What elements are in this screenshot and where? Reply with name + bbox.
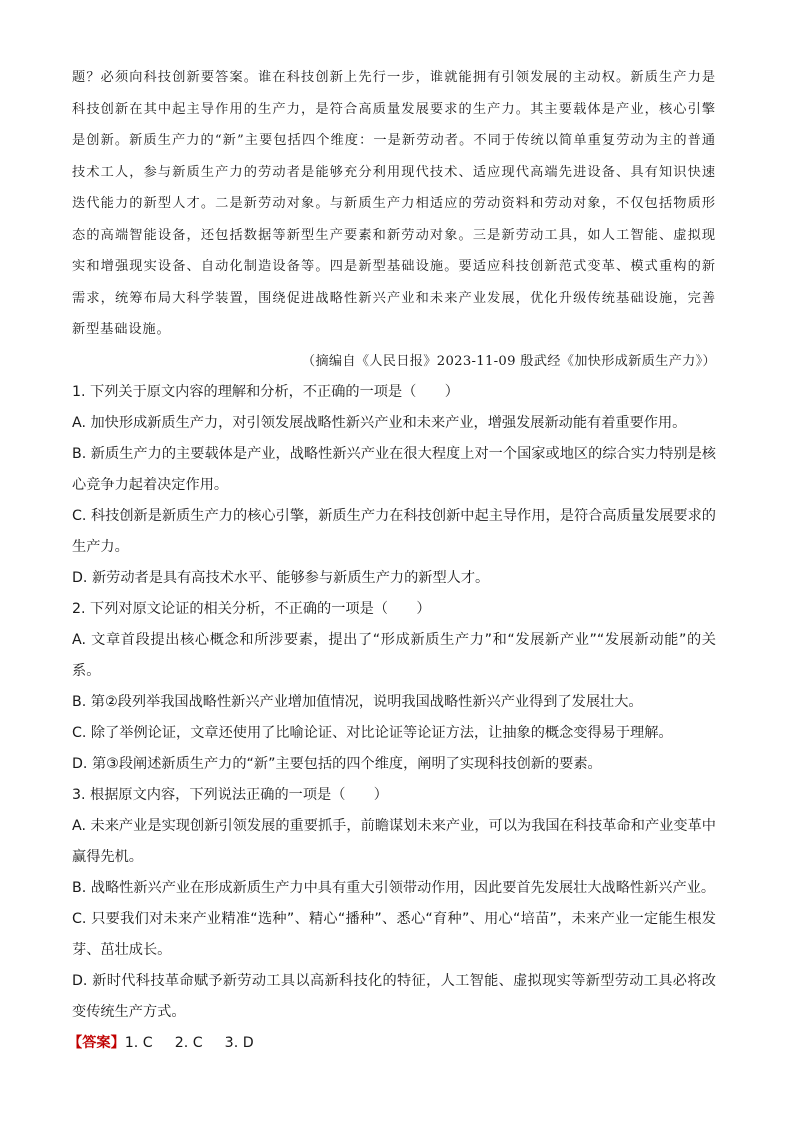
answer-item: 2. C [174, 1035, 203, 1051]
passage-paragraph: 题？必须向科技创新要答案。谁在科技创新上先行一步，谁就能拥有引领发展的主动权。新质生产力是科技创新在其中起主导作用的生产力，是符合高质量发展要求的生产力。其主要载体是产业，核心引擎是创新。新质生产力的“新”主要包括四个维度：一是新劳动者。不同于传统以简单重复劳动为主的普通技术工人，参与新质生产力的劳动者是能够充分利用现代技术、适应现代高端先进设备、具有知识快速迭代能力的新型人才。二是新劳动对象。与新质生产力相适应的劳动资料和劳动对象，不仅包括物质形态的高端智能设备，还包括数据等新型生产要素和新劳动对象。三是新劳动工具，如人工智能、虚拟现实和增强现实设备、自动化制造设备等。四是新型基础设施。要适应科技创新范式变革、模式重构的新需求，统筹布局大科学装置，围绕促进战略性新兴产业和未来产业发展，优化升级传统基础设施，完善新型基础设施。 [72, 70, 716, 337]
question-stem: 1. 下列关于原文内容的理解和分析，不正确的一项是（ ） [72, 384, 459, 400]
answer-line [68, 1028, 716, 1059]
option-a: A. 未来产业是实现创新引领发展的重要抓手，前瞻谋划未来产业，可以为我国在科技革命和产业变革中赢得先机。 [72, 818, 716, 865]
option-a: A. 加快形成新质生产力，对引领发展战略性新兴产业和未来产业，增强发展新动能有着重要作用。 [72, 415, 687, 431]
option-a: A. 文章首段提出核心概念和所涉要素，提出了“形成新质生产力”和“发展新产业”“发展新动能”的关系。 [72, 632, 716, 679]
option-c: C. 科技创新是新质生产力的核心引擎，新质生产力在科技创新中起主导作用，是符合高质量发展要求的生产力。 [72, 508, 716, 555]
option-d: D. 第③段阐述新质生产力的“新”主要包括的四个维度，阐明了实现科技创新的要素。 [72, 756, 602, 772]
option-b: B. 战略性新兴产业在形成新质生产力中具有重大引领带动作用，因此要首先发展壮大战略性新兴产业。 [72, 880, 716, 896]
answer-label: 【答案】 [68, 1035, 125, 1051]
question-3 [72, 780, 716, 1028]
answer-item: 3. D [224, 1035, 254, 1051]
passage-source: （摘编自《人民日报》2023-11-09 殷武经《加快形成新质生产力》） [301, 353, 716, 369]
option-c: C. 只要我们对未来产业精准“选种”、精心“播种”、悉心“育种”、用心“培苗”，未来产业一定能生根发芽、茁壮成长。 [72, 911, 716, 958]
question-stem: 2. 下列对原文论证的相关分析，不正确的一项是（ ） [72, 601, 431, 617]
question-2 [72, 594, 716, 780]
question-1 [72, 377, 716, 594]
answer-item: 1. C [124, 1035, 153, 1051]
document-page [68, 62, 716, 1059]
option-b: B. 第②段列举我国战略性新兴产业增加值情况，说明我国战略性新兴产业得到了发展壮大。 [72, 694, 643, 710]
question-stem: 3. 根据原文内容，下列说法正确的一项是（ ） [72, 787, 388, 803]
option-c: C. 除了举例论证，文章还使用了比喻论证、对比论证等论证方法，让抽象的概念变得易于理解。 [72, 725, 673, 741]
option-b: B. 新质生产力的主要载体是产业，战略性新兴产业在很大程度上对一个国家或地区的综合实力特别是核心竞争力起着决定作用。 [72, 446, 716, 493]
option-d: D. 新时代科技革命赋予新劳动工具以高新科技化的特征，人工智能、虚拟现实等新型劳动工具必将改变传统生产方式。 [72, 973, 716, 1020]
option-d: D. 新劳动者是具有高技术水平、能够参与新质生产力的新型人才。 [72, 570, 490, 586]
